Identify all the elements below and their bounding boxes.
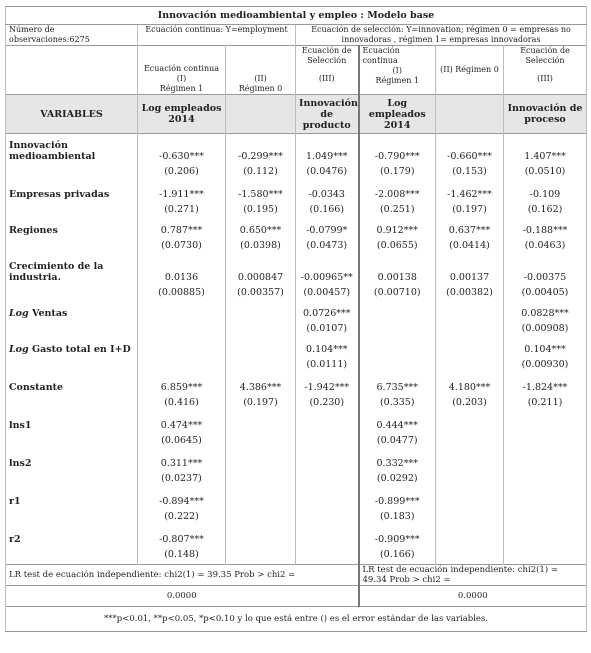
coef-cell: -1.462*** — [436, 181, 504, 200]
coef-cell: 4.180*** — [436, 374, 504, 393]
coef-cell: 0.637*** — [436, 219, 504, 236]
coef-cell — [436, 526, 504, 545]
coef-cell: 0.912*** — [359, 219, 436, 236]
se-cell: (0.195) — [226, 200, 296, 219]
observations-label: Número de observaciones:6275 — [6, 25, 138, 46]
row-label: Empresas privadas — [6, 181, 138, 200]
lr-test-1: LR test de ecuación independiente: chi2(1) = 39.35 Prob > chi2 = — [6, 565, 359, 586]
coef-cell: -0.630*** — [138, 134, 226, 163]
se-cell: (0.211) — [504, 393, 587, 412]
se-cell — [436, 431, 504, 450]
coef-cell: -0.0799* — [296, 219, 359, 236]
se-cell: (0.416) — [138, 393, 226, 412]
coef-cell — [296, 412, 359, 431]
se-cell: (0.0237) — [138, 469, 226, 488]
coef-cell: -0.109 — [504, 181, 587, 200]
coef-cell: -1.824*** — [504, 374, 587, 393]
row-label: Regiones — [6, 219, 138, 236]
coef-cell — [226, 338, 296, 355]
coef-cell — [436, 338, 504, 355]
se-cell: (0.197) — [226, 393, 296, 412]
row-label: lns2 — [6, 450, 138, 469]
se-cell: (0.00930) — [504, 355, 587, 374]
col4-header: Ecuación de Selección (III) — [296, 46, 359, 95]
coef-cell — [504, 526, 587, 545]
row-label: r1 — [6, 488, 138, 507]
coef-cell: -0.899*** — [359, 488, 436, 507]
se-cell — [436, 469, 504, 488]
coef-cell: -0.0343 — [296, 181, 359, 200]
coef-cell: 0.332*** — [359, 450, 436, 469]
se-cell: (0.230) — [296, 393, 359, 412]
coef-cell — [359, 338, 436, 355]
se-cell — [296, 545, 359, 565]
se-cell — [504, 469, 587, 488]
se-cell: (0.206) — [138, 162, 226, 181]
lr-test-2: LR test de ecuación independiente: chi2(1) = 49.34 Prob > chi2 = — [359, 565, 587, 586]
coef-cell — [138, 302, 226, 319]
se-cell — [296, 431, 359, 450]
selection-equation-desc: Ecuación de selección: Y=innovation; régimen 0 = empresas no innovadoras , régimen 1= empresas innovadoras — [296, 25, 587, 46]
se-cell: (0.0477) — [359, 431, 436, 450]
se-cell: (0.0292) — [359, 469, 436, 488]
coef-cell: 0.787*** — [138, 219, 226, 236]
se-cell — [226, 545, 296, 565]
coef-cell: 0.104*** — [296, 338, 359, 355]
dep-var-2: Innovación de producto — [296, 95, 359, 134]
se-cell: (0.0398) — [226, 236, 296, 255]
coef-cell: -0.660*** — [436, 134, 504, 163]
coef-cell: -0.894*** — [138, 488, 226, 507]
se-cell: (0.0476) — [296, 162, 359, 181]
se-cell — [436, 319, 504, 338]
coef-cell: 1.049*** — [296, 134, 359, 163]
se-cell: (0.183) — [359, 507, 436, 526]
row-label: Log Gasto total en I+D — [6, 338, 138, 355]
se-cell: (0.197) — [436, 200, 504, 219]
coef-cell — [359, 302, 436, 319]
se-cell: (0.335) — [359, 393, 436, 412]
coef-cell — [226, 302, 296, 319]
se-cell — [226, 355, 296, 374]
table-title: Innovación medioambiental y empleo : Modelo base — [6, 7, 587, 25]
coef-cell: -1.942*** — [296, 374, 359, 393]
row-label: Innovación medioambiental — [6, 134, 138, 163]
se-cell: (0.0510) — [504, 162, 587, 181]
se-cell — [138, 319, 226, 338]
row-label: Log Ventas — [6, 302, 138, 319]
se-cell: (0.0111) — [296, 355, 359, 374]
se-cell — [226, 319, 296, 338]
se-cell — [296, 469, 359, 488]
coef-cell: 0.00137 — [436, 255, 504, 283]
se-cell: (0.222) — [138, 507, 226, 526]
coef-cell: 0.00138 — [359, 255, 436, 283]
significance-note: ***p<0.01, **p<0.05, *p<0.10 y lo que está entre () es el error estándar de las variables. — [6, 607, 587, 632]
coef-cell: 0.474*** — [138, 412, 226, 431]
se-cell: (0.112) — [226, 162, 296, 181]
row-label: lns1 — [6, 412, 138, 431]
coef-cell — [138, 338, 226, 355]
se-cell: (0.166) — [296, 200, 359, 219]
coef-cell: -0.807*** — [138, 526, 226, 545]
se-cell: (0.00457) — [296, 283, 359, 302]
coef-cell: -0.909*** — [359, 526, 436, 545]
se-cell: (0.0414) — [436, 236, 504, 255]
se-cell: (0.0473) — [296, 236, 359, 255]
coef-cell: -1.580*** — [226, 181, 296, 200]
variables-header: VARIABLES — [6, 95, 138, 134]
p-value-2: 0.0000 — [359, 586, 587, 607]
se-cell — [296, 507, 359, 526]
coef-cell — [226, 450, 296, 469]
row-label: Constante — [6, 374, 138, 393]
se-cell: (0.0730) — [138, 236, 226, 255]
se-cell — [504, 545, 587, 565]
coef-cell — [436, 450, 504, 469]
se-cell — [504, 431, 587, 450]
se-cell: (0.00885) — [138, 283, 226, 302]
p-value-1: 0.0000 — [6, 586, 359, 607]
se-cell: (0.179) — [359, 162, 436, 181]
coef-cell — [504, 412, 587, 431]
se-cell — [359, 355, 436, 374]
se-cell: (0.166) — [359, 545, 436, 565]
coef-cell: 0.000847 — [226, 255, 296, 283]
coef-cell: -0.00965** — [296, 255, 359, 283]
se-cell: (0.0655) — [359, 236, 436, 255]
se-cell: (0.00710) — [359, 283, 436, 302]
coef-cell — [436, 302, 504, 319]
coef-cell: 6.859*** — [138, 374, 226, 393]
se-cell: (0.0463) — [504, 236, 587, 255]
se-cell — [436, 355, 504, 374]
coef-cell: -2.008*** — [359, 181, 436, 200]
regression-table — [5, 6, 587, 632]
coef-cell: 0.0726*** — [296, 302, 359, 319]
coef-cell — [226, 412, 296, 431]
coef-cell — [436, 488, 504, 507]
dep-var-4: Innovación de proceso — [504, 95, 587, 134]
col6-header: (II) Régimen 0 — [436, 46, 504, 95]
continuous-equation-desc: Ecuación continua: Y=employment — [138, 25, 296, 46]
coef-cell: -0.188*** — [504, 219, 587, 236]
se-cell — [226, 431, 296, 450]
se-cell: (0.148) — [138, 545, 226, 565]
coef-cell: 1.407*** — [504, 134, 587, 163]
coef-cell: 4.386*** — [226, 374, 296, 393]
coef-cell — [296, 450, 359, 469]
coef-cell: 6.735*** — [359, 374, 436, 393]
coef-cell — [504, 488, 587, 507]
se-cell — [436, 545, 504, 565]
se-cell — [226, 507, 296, 526]
coef-cell: 0.0828*** — [504, 302, 587, 319]
coef-cell: 0.104*** — [504, 338, 587, 355]
coef-cell: 0.311*** — [138, 450, 226, 469]
coef-cell: -0.00375 — [504, 255, 587, 283]
coef-cell: -1.911*** — [138, 181, 226, 200]
coef-cell — [226, 488, 296, 507]
coef-cell: -0.299*** — [226, 134, 296, 163]
dep-var-3: Log empleados 2014 — [359, 95, 436, 134]
col7-header: Ecuación de Selección (III) — [504, 46, 587, 95]
se-cell: (0.251) — [359, 200, 436, 219]
coef-cell: -0.790*** — [359, 134, 436, 163]
col5-header: Ecuación continua (I) Régimen 1 — [359, 46, 436, 95]
se-cell — [226, 469, 296, 488]
se-cell: (0.0645) — [138, 431, 226, 450]
se-cell: (0.271) — [138, 200, 226, 219]
row-label: Crecimiento de la industria. — [6, 255, 138, 283]
coef-cell — [436, 412, 504, 431]
se-cell: (0.00405) — [504, 283, 587, 302]
col3-header: (II) Régimen 0 — [226, 46, 296, 95]
se-cell — [138, 355, 226, 374]
se-cell: (0.00382) — [436, 283, 504, 302]
coef-cell — [226, 526, 296, 545]
se-cell: (0.00357) — [226, 283, 296, 302]
coef-cell: 0.0136 — [138, 255, 226, 283]
se-cell — [359, 319, 436, 338]
coef-cell — [296, 526, 359, 545]
coef-cell — [504, 450, 587, 469]
se-cell — [504, 507, 587, 526]
se-cell: (0.00908) — [504, 319, 587, 338]
se-cell — [436, 507, 504, 526]
se-cell: (0.203) — [436, 393, 504, 412]
coef-cell: 0.650*** — [226, 219, 296, 236]
coef-cell: 0.444*** — [359, 412, 436, 431]
coef-cell — [296, 488, 359, 507]
se-cell: (0.162) — [504, 200, 587, 219]
row-label: r2 — [6, 526, 138, 545]
se-cell: (0.153) — [436, 162, 504, 181]
col2-header: Ecuación continua (I) Régimen 1 — [138, 46, 226, 95]
se-cell: (0.0107) — [296, 319, 359, 338]
dep-var-1: Log empleados 2014 — [138, 95, 226, 134]
